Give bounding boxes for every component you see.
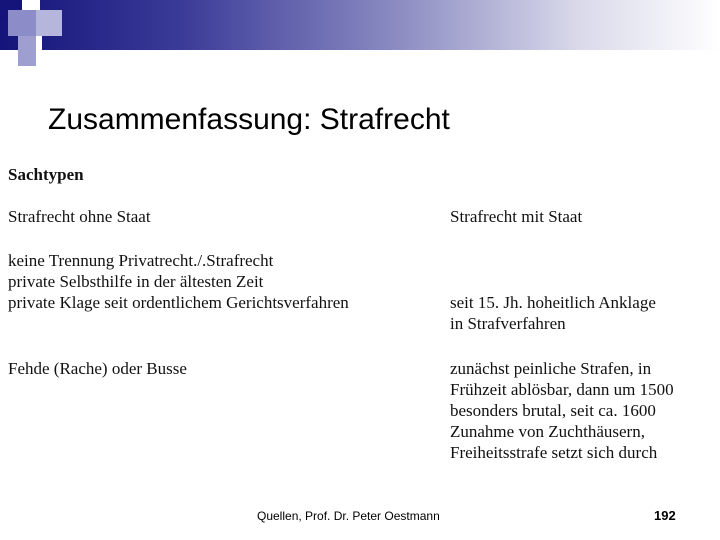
left-column-title: Strafrecht ohne Staat (8, 207, 151, 226)
right-column-title: Strafrecht mit Staat (450, 207, 583, 226)
slide-title: Zusammenfassung: Strafrecht (48, 103, 450, 136)
text-line: besonders brutal, seit ca. 1600 (450, 401, 656, 420)
header-gradient-bar (0, 0, 720, 50)
text-line: seit 15. Jh. hoheitlich Anklage (450, 293, 656, 312)
left-block-1 (8, 250, 438, 313)
text-line: zunächst peinliche Strafen, in (450, 359, 652, 378)
right-block-2 (450, 358, 710, 463)
text-line: keine Trennung Privatrecht./.Strafrecht (8, 251, 274, 270)
text-line: private Selbsthilfe in der ältesten Zeit (8, 272, 264, 291)
decor-square (36, 10, 62, 36)
decor-square (8, 10, 36, 36)
text-line: Freiheitsstrafe setzt sich durch (450, 443, 658, 462)
text-line: Frühzeit ablösbar, dann um 1500 (450, 380, 674, 399)
decor-square (18, 36, 36, 66)
right-block-1 (450, 292, 710, 334)
decor-square (36, 36, 42, 50)
text-line: private Klage seit ordentlichem Gerichtsverfahren (8, 293, 349, 312)
left-block-2 (8, 358, 438, 379)
text-line: Zunahme von Zuchthäusern, (450, 422, 645, 441)
text-line: in Strafverfahren (450, 314, 566, 333)
page-number: 192 (654, 508, 676, 523)
section-heading: Sachtypen (8, 165, 84, 184)
footer-source: Quellen, Prof. Dr. Peter Oestmann (257, 509, 440, 523)
text-line: Fehde (Rache) oder Busse (8, 359, 187, 378)
